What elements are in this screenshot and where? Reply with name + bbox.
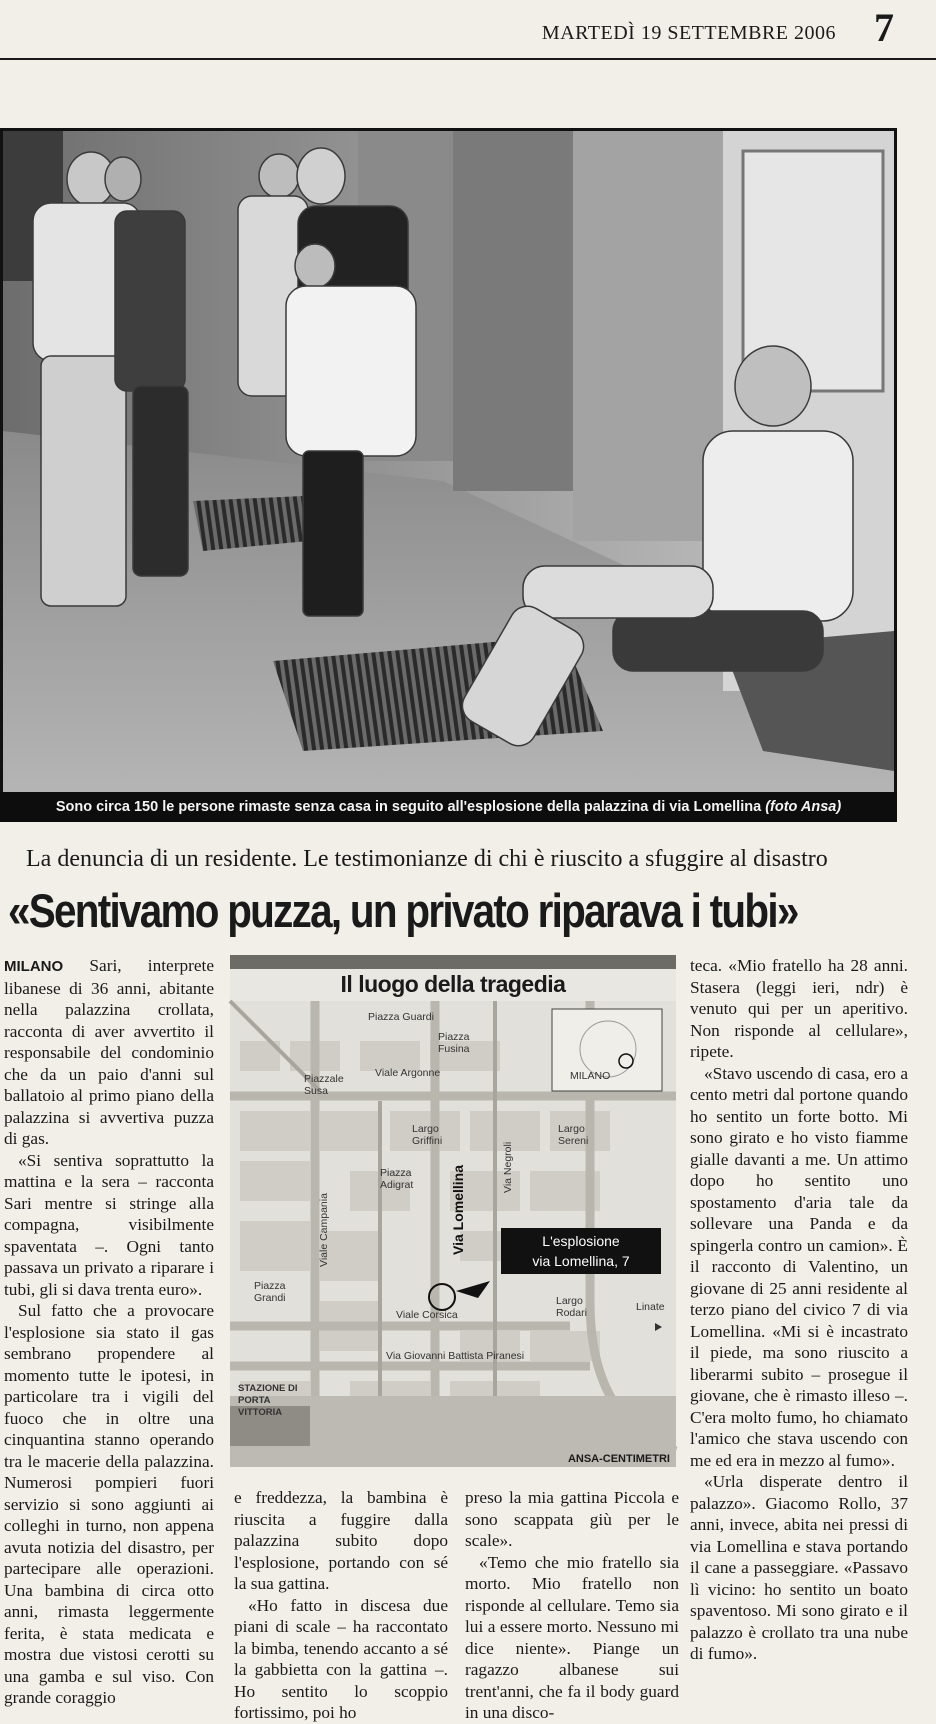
page-number: 7 <box>874 5 894 50</box>
paragraph: «Urla disperate dentro il palazzo». Giacomo Rollo, 37 anni, invece, abita nei pressi di via Lomellina e stava portando il cane a passeggiare. «Passavo lì vicino: ho sentito un boato spaventoso. Mi sono girato e il palazzo è crollato tra una nube di fumo». <box>690 1472 908 1663</box>
map-label-linate: Linate <box>636 1301 665 1313</box>
map-label-via-negroli: Via Negroli <box>502 1141 514 1193</box>
map-title: Il luogo della tragedia <box>340 971 566 997</box>
paragraph: MILANO Sari, interprete libanese di 36 anni, abitante nella palazzina crollata, racconta di aver avvertito il responsabile del condominio che da un paio d'anni sul ballatoio al primo piano della palazzina si avvertiva puzza di gas. <box>4 956 214 1148</box>
map-label-largo-rodari: Largo Rodari <box>556 1295 587 1319</box>
paragraph: «Stavo uscendo di casa, ero a cento metri dal portone quando ho sentito un forte botto. Mi sono girato e ho visto fiamme gialle davanti a me. Un attimo dopo ho sentito uno spostamento d'aria tale da sollevare una Panda e da spingerla contro un camion». È il racconto di Valentino, un giovane di 25 anni residente al terzo piano del civico 7 di via Lomellina. «Mi si è incastrato il piede, ma sono riuscito a liberarmi subito – prosegue il giovane, che è rimasto illeso –. C'era molto fumo, ho chiamato l'amico che stava uscendo con me ed era in mezzo al fumo». <box>690 1063 908 1470</box>
location-map <box>230 955 676 1467</box>
map-label-piazza-adigrat: Piazza Adigrat <box>380 1167 414 1191</box>
photo-credit: (foto Ansa) <box>765 799 842 815</box>
article-column-3 <box>465 1487 679 1722</box>
paragraph: «Si sentiva soprattutto la mattina e la sera – racconta Sari mentre si stringe alla compagna, visibilmente spaventata –. Ogni tanto passava un privato a riparare i tubi, gli si dava trenta euro». <box>4 1150 214 1299</box>
map-label-largo-griffini: Largo Griffini <box>412 1123 443 1147</box>
photo-illustration <box>3 131 894 795</box>
map-credit: ANSA-CENTIMETRI <box>567 1453 670 1465</box>
paragraph: teca. «Mio fratello ha 28 anni. Stasera (leggi ieri, ndr) è venuto qui per un aperitivo. Non risponde al cellulare», ripete. <box>690 956 908 1061</box>
news-photo <box>0 128 897 818</box>
article-kicker: La denuncia di un residente. Le testimonianze di chi è riuscito a sfuggire al disastro <box>26 846 828 872</box>
paragraph: e freddezza, la bambina è riuscita a fuggire dalla palazzina subito dopo l'esplosione, portando con sé la sua gattina. <box>234 1488 448 1593</box>
map-label-viale-corsica: Viale Corsica <box>396 1309 458 1321</box>
map-label-largo-sereni: Largo Sereni <box>558 1123 589 1147</box>
map-label-stazione: STAZIONE DI PORTA VITTORIA <box>238 1383 298 1418</box>
map-label-piazzale-susa: Piazzale Susa <box>304 1073 344 1097</box>
callout-line-2: via Lomellina, 7 <box>532 1253 630 1269</box>
map-label-viale-campania: Viale Campania <box>318 1193 330 1267</box>
dateline: MILANO <box>4 958 64 975</box>
caption-text: Sono circa 150 le persone rimaste senza casa in seguito all'esplosione della palazzina di via Lomellina <box>55 799 762 815</box>
page-header <box>0 0 936 60</box>
article-headline: «Sentivamo puzza, un privato riparava i tubi» <box>8 884 798 937</box>
map-top-bar <box>230 955 676 969</box>
article-column-2 <box>234 1487 448 1722</box>
paragraph: preso la mia gattina Piccola e sono scappata giù per le scale». <box>465 1488 679 1550</box>
paragraph: «Ho fatto in discesa due piani di scale – ha raccontato la bimba, tenendo accanto a sé la gabbietta con la gattina –. Ho sentito lo scoppio fortissimo, poi ho <box>234 1595 448 1722</box>
map-label-via-piranesi: Via Giovanni Battista Piranesi <box>386 1350 525 1362</box>
photo-caption <box>0 792 897 822</box>
article-column-4 <box>690 955 908 1695</box>
article-column-1 <box>4 955 214 1707</box>
map-label-via-lomellina: Via Lomellina <box>450 1165 466 1255</box>
map-label-viale-argonne: Viale Argonne <box>375 1067 441 1079</box>
map-inset-label: MILANO <box>570 1070 611 1082</box>
map-label-piazza-grandi: Piazza Grandi <box>254 1280 286 1304</box>
map-label-piazza-fusina: Piazza Fusina <box>438 1031 470 1055</box>
map-label-piazza-guardi: Piazza Guardi <box>368 1011 434 1023</box>
paragraph: «Temo che mio fratello sia morto. Mio fratello non risponde al cellulare. Temo sia lui a essere morto. Nessuno mi dice niente». Piange un ragazzo albanese sui trent'anni, che fa il body guard in una disco- <box>465 1552 679 1722</box>
callout-line-1: L'esplosione <box>542 1233 620 1249</box>
explosion-callout <box>501 1228 661 1274</box>
paragraph: Sul fatto che a provocare l'esplosione sia stato il gas sembrano propendere al momento tutte le ipotesi, in particolare tra i vigili del fuoco che in oltre una cinquantina stanno operando tra le macerie della palazzina. Numerosi pompieri fuori servizio si sono aggiunti ai colleghi in turno, non appena avuta notizia del disastro, per partecipare alle operazioni. Una bambina di circa otto anni, rimasta leggermente ferita, è stata medicata e mostra due vistosi cerotti su una gamba e sul viso. Con grande coraggio <box>4 1301 214 1707</box>
issue-date: MARTEDÌ 19 SETTEMBRE 2006 <box>541 22 836 44</box>
